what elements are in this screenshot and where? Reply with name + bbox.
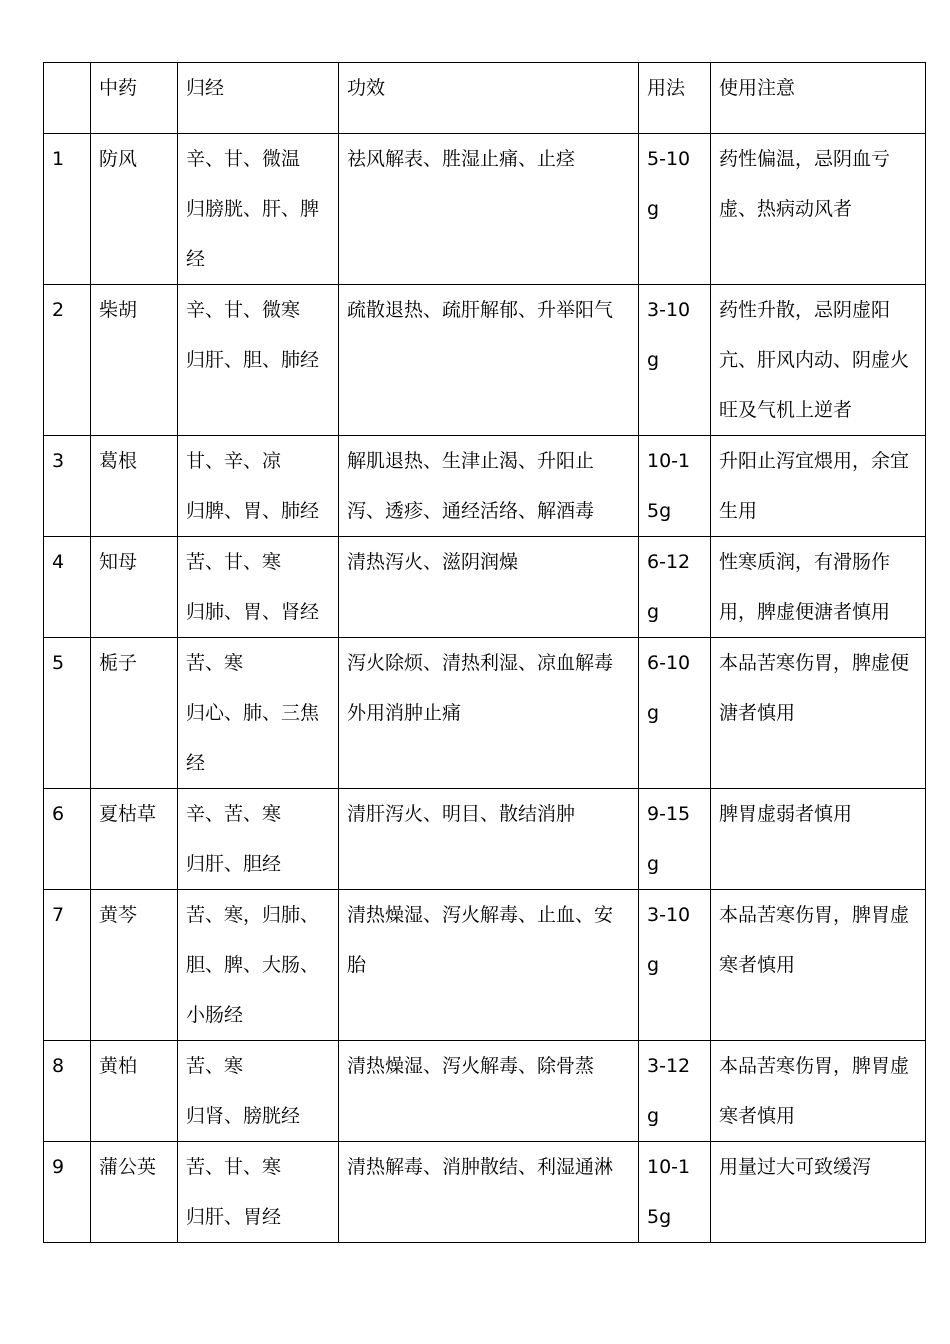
- row-index: 3: [44, 436, 91, 537]
- herb-name: 黄柏: [91, 1041, 178, 1142]
- caution-cell: 性寒质润，有滑肠作用，脾虚便溏者慎用: [711, 537, 926, 638]
- caution-cell: 药性升散，忌阴虚阳亢、肝风内动、阴虚火旺及气机上逆者: [711, 285, 926, 436]
- herb-name: 知母: [91, 537, 178, 638]
- meridian-cell: [178, 1142, 339, 1243]
- table-header-row: [44, 63, 926, 134]
- effect-cell: [339, 789, 639, 890]
- header-meridian: 归经: [178, 63, 339, 134]
- effect-cell: [339, 1041, 639, 1142]
- herb-name: 蒲公英: [91, 1142, 178, 1243]
- herb-table: [43, 62, 926, 1243]
- caution-cell: 脾胃虚弱者慎用: [711, 789, 926, 890]
- herb-name: 栀子: [91, 638, 178, 789]
- meridian-cell-line: 辛、甘、微温: [186, 148, 301, 170]
- row-index: 8: [44, 1041, 91, 1142]
- meridian-cell: [178, 789, 339, 890]
- header-effect: 功效: [339, 63, 639, 134]
- dosage-cell: 10-15g: [639, 436, 711, 537]
- meridian-cell-line: 甘、辛、凉: [186, 450, 282, 472]
- header-herb: 中药: [91, 63, 178, 134]
- effect-cell-line: 清热解毒、消肿散结、利湿通淋: [347, 1156, 614, 1178]
- meridian-cell: [178, 134, 339, 285]
- table-row: [44, 789, 926, 890]
- table-row: [44, 436, 926, 537]
- dosage-cell: 10-15g: [639, 1142, 711, 1243]
- table-row: [44, 537, 926, 638]
- table-body: [44, 134, 926, 1243]
- row-index: 6: [44, 789, 91, 890]
- caution-cell: 本品苦寒伤胃，脾胃虚寒者慎用: [711, 890, 926, 1041]
- row-index: 9: [44, 1142, 91, 1243]
- effect-cell-line: 清热燥湿、泻火解毒、除骨蒸: [347, 1055, 595, 1077]
- meridian-cell-line: 辛、甘、微寒: [186, 299, 301, 321]
- effect-cell: [339, 890, 639, 1041]
- meridian-cell-line: 苦、甘、寒: [186, 551, 282, 573]
- row-index: 4: [44, 537, 91, 638]
- meridian-cell-line: 苦、寒: [186, 652, 244, 674]
- meridian-cell-line: 辛、苦、寒: [186, 803, 282, 825]
- effect-cell: [339, 134, 639, 285]
- effect-cell-line: 外用消肿止痛: [347, 702, 462, 724]
- meridian-cell-line: 归脾、胃、肺经: [186, 500, 320, 522]
- dosage-cell: 6-12g: [639, 537, 711, 638]
- caution-cell: 药性偏温，忌阴血亏虚、热病动风者: [711, 134, 926, 285]
- effect-cell: [339, 1142, 639, 1243]
- effect-cell: [339, 436, 639, 537]
- effect-cell-line: 泻火除烦、清热利湿、凉血解毒: [347, 652, 614, 674]
- effect-cell-line: 清热燥湿、泻火解毒、止血、安胎: [347, 904, 614, 976]
- meridian-cell: [178, 1041, 339, 1142]
- caution-cell: 本品苦寒伤胃，脾虚便溏者慎用: [711, 638, 926, 789]
- meridian-cell-line: 归膀胱、肝、脾经: [186, 198, 320, 270]
- caution-cell: 升阳止泻宜煨用，余宜生用: [711, 436, 926, 537]
- herb-name: 葛根: [91, 436, 178, 537]
- row-index: 7: [44, 890, 91, 1041]
- caution-cell: 用量过大可致缓泻: [711, 1142, 926, 1243]
- dosage-cell: 5-10g: [639, 134, 711, 285]
- header-dosage: 用法: [639, 63, 711, 134]
- meridian-cell-line: 归肝、胆经: [186, 853, 282, 875]
- caution-cell: 本品苦寒伤胃，脾胃虚寒者慎用: [711, 1041, 926, 1142]
- meridian-cell-line: 归肺、胃、肾经: [186, 601, 320, 623]
- effect-cell: [339, 638, 639, 789]
- table-row: [44, 134, 926, 285]
- table-row: [44, 638, 926, 789]
- effect-cell: [339, 285, 639, 436]
- dosage-cell: 6-10g: [639, 638, 711, 789]
- meridian-cell: [178, 537, 339, 638]
- effect-cell-line: 祛风解表、胜湿止痛、止痉: [347, 148, 576, 170]
- effect-cell-line: 疏散退热、疏肝解郁、升举阳气: [347, 299, 614, 321]
- effect-cell: [339, 537, 639, 638]
- effect-cell-line: 解肌退热、生津止渴、升阳止泻、透疹、通经活络、解酒毒: [347, 450, 595, 522]
- meridian-cell-line: 归肝、胆、肺经: [186, 349, 320, 371]
- meridian-cell: [178, 638, 339, 789]
- row-index: 1: [44, 134, 91, 285]
- meridian-cell: [178, 890, 339, 1041]
- dosage-cell: 3-10g: [639, 890, 711, 1041]
- meridian-cell: [178, 436, 339, 537]
- table-row: [44, 1142, 926, 1243]
- herb-name: 防风: [91, 134, 178, 285]
- dosage-cell: 3-12g: [639, 1041, 711, 1142]
- meridian-cell-line: 归肾、膀胱经: [186, 1105, 301, 1127]
- meridian-cell-line: 苦、甘、寒: [186, 1156, 282, 1178]
- effect-cell-line: 清热泻火、滋阴润燥: [347, 551, 519, 573]
- dosage-cell: 9-15g: [639, 789, 711, 890]
- row-index: 5: [44, 638, 91, 789]
- table-row: [44, 1041, 926, 1142]
- table-row: [44, 285, 926, 436]
- meridian-cell: [178, 285, 339, 436]
- table-row: [44, 890, 926, 1041]
- herb-name: 柴胡: [91, 285, 178, 436]
- meridian-cell-line: 归肝、胃经: [186, 1206, 282, 1228]
- meridian-cell-line: 归心、肺、三焦经: [186, 702, 320, 774]
- herb-name: 夏枯草: [91, 789, 178, 890]
- row-index: 2: [44, 285, 91, 436]
- meridian-cell-line: 苦、寒: [186, 1055, 244, 1077]
- meridian-cell-line: 苦、寒，归肺、胆、脾、大肠、小肠经: [186, 904, 320, 1026]
- header-caution: 使用注意: [711, 63, 926, 134]
- dosage-cell: 3-10g: [639, 285, 711, 436]
- header-index: [44, 63, 91, 134]
- herb-name: 黄芩: [91, 890, 178, 1041]
- effect-cell-line: 清肝泻火、明目、散结消肿: [347, 803, 576, 825]
